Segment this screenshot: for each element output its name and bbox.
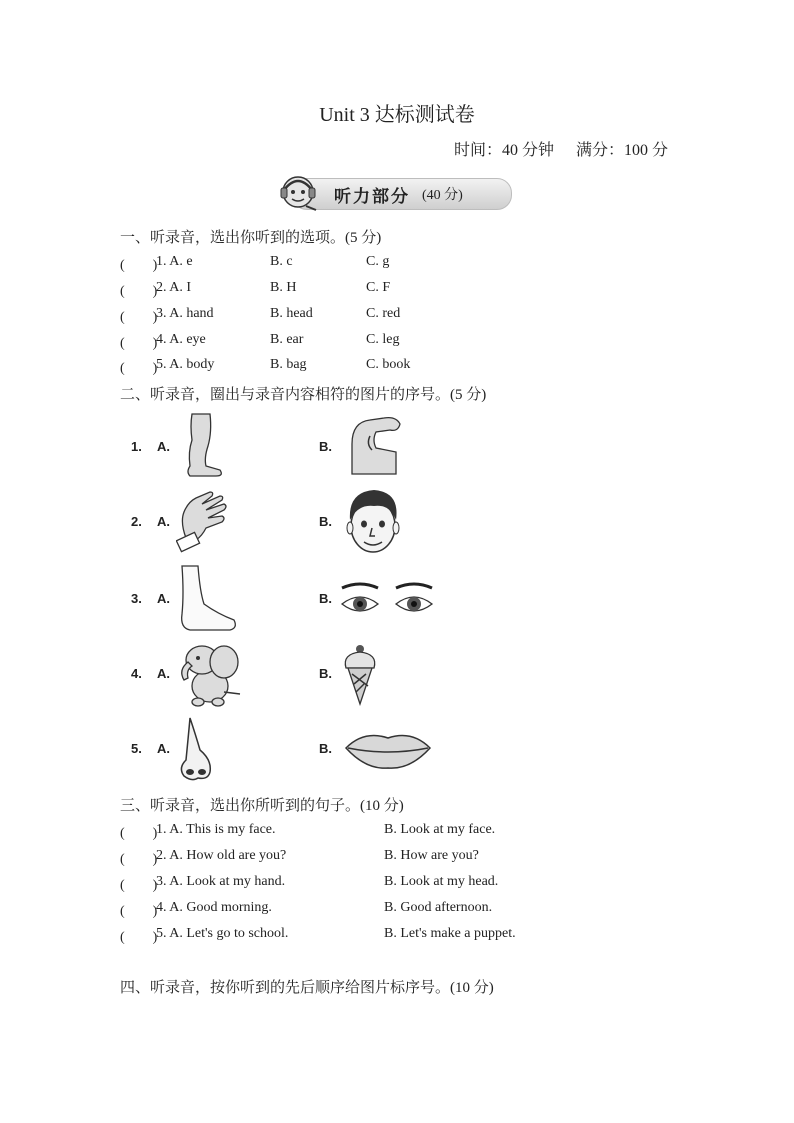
answer-blank: ( ) [120, 826, 158, 841]
item-number: 4. [131, 666, 142, 681]
item-number: 3. [131, 591, 142, 606]
answer-blank: ( ) [120, 852, 158, 867]
option-a: 1. A. This is my face. [156, 822, 276, 837]
answer-blank: ( ) [120, 336, 158, 351]
choice-a-label: A. [157, 741, 170, 756]
option-a: 1. A. e [156, 254, 193, 269]
option-a: 5. A. Let's go to school. [156, 926, 289, 941]
section3-heading: 三、听录音，选出你所听到的句子。(10 分) [120, 798, 404, 814]
option-b: B. H [270, 280, 297, 295]
choice-b-label: B. [319, 591, 332, 606]
banner-title: 听力部分 [334, 187, 410, 207]
option-a: 2. A. I [156, 280, 191, 295]
time-limit: 时间：40 分钟 [453, 142, 554, 159]
item-number: 2. [131, 514, 142, 529]
leg-icon [180, 412, 226, 478]
answer-blank: ( ) [120, 284, 158, 299]
option-a: 5. A. body [156, 357, 215, 372]
item-number: 1. [131, 439, 142, 454]
option-b: B. Look at my head. [384, 874, 499, 889]
choice-b-label: B. [319, 666, 332, 681]
section2-heading: 二、听录音，圈出与录音内容相符的图片的序号。(5 分) [120, 387, 487, 403]
answer-blank: ( ) [120, 930, 158, 945]
exam-info [436, 137, 668, 160]
foot-icon [178, 564, 240, 632]
option-a: 4. A. eye [156, 332, 206, 347]
face-icon [342, 486, 404, 556]
option-b: B. ear [270, 332, 304, 347]
arm-icon [346, 414, 404, 476]
option-c: C. red [366, 306, 401, 321]
option-a: 4. A. Good morning. [156, 900, 272, 915]
section4-heading: 四、听录音，按你听到的先后顺序给图片标序号。(10 分) [120, 980, 494, 996]
option-c: C. g [366, 254, 390, 269]
choice-a-label: A. [157, 439, 170, 454]
headphone-mascot-icon [276, 172, 322, 212]
choice-b-label: B. [319, 741, 332, 756]
choice-b-label: B. [319, 439, 332, 454]
section1-heading: 一、听录音，选出你听到的选项。(5 分) [120, 230, 382, 246]
answer-blank: ( ) [120, 904, 158, 919]
option-a: 3. A. hand [156, 306, 214, 321]
option-b: B. Let's make a puppet. [384, 926, 516, 941]
option-b: B. bag [270, 357, 307, 372]
choice-b-label: B. [319, 514, 332, 529]
full-score: 满分：100 分 [575, 142, 668, 159]
option-b: B. How are you? [384, 848, 479, 863]
nose-icon [178, 716, 216, 782]
page-title: Unit 3 达标测试卷 [319, 104, 475, 126]
option-b: B. Good afternoon. [384, 900, 493, 915]
choice-a-label: A. [157, 514, 170, 529]
option-c: C. leg [366, 332, 400, 347]
mouth-icon [344, 728, 432, 772]
option-c: C. book [366, 357, 411, 372]
option-a: 2. A. How old are you? [156, 848, 287, 863]
option-b: B. c [270, 254, 293, 269]
option-a: 3. A. Look at my hand. [156, 874, 286, 889]
option-c: C. F [366, 280, 391, 295]
option-b: B. head [270, 306, 313, 321]
hand-icon [176, 488, 230, 554]
ice-cream-icon [340, 644, 380, 706]
item-number: 5. [131, 741, 142, 756]
answer-blank: ( ) [120, 258, 158, 273]
choice-a-label: A. [157, 666, 170, 681]
choice-a-label: A. [157, 591, 170, 606]
elephant-icon [176, 640, 246, 708]
option-b: B. Look at my face. [384, 822, 496, 837]
banner-score: (40 分) [422, 188, 463, 203]
answer-blank: ( ) [120, 361, 158, 376]
answer-blank: ( ) [120, 310, 158, 325]
answer-blank: ( ) [120, 878, 158, 893]
listening-banner [272, 172, 512, 212]
eyes-icon [340, 580, 434, 622]
